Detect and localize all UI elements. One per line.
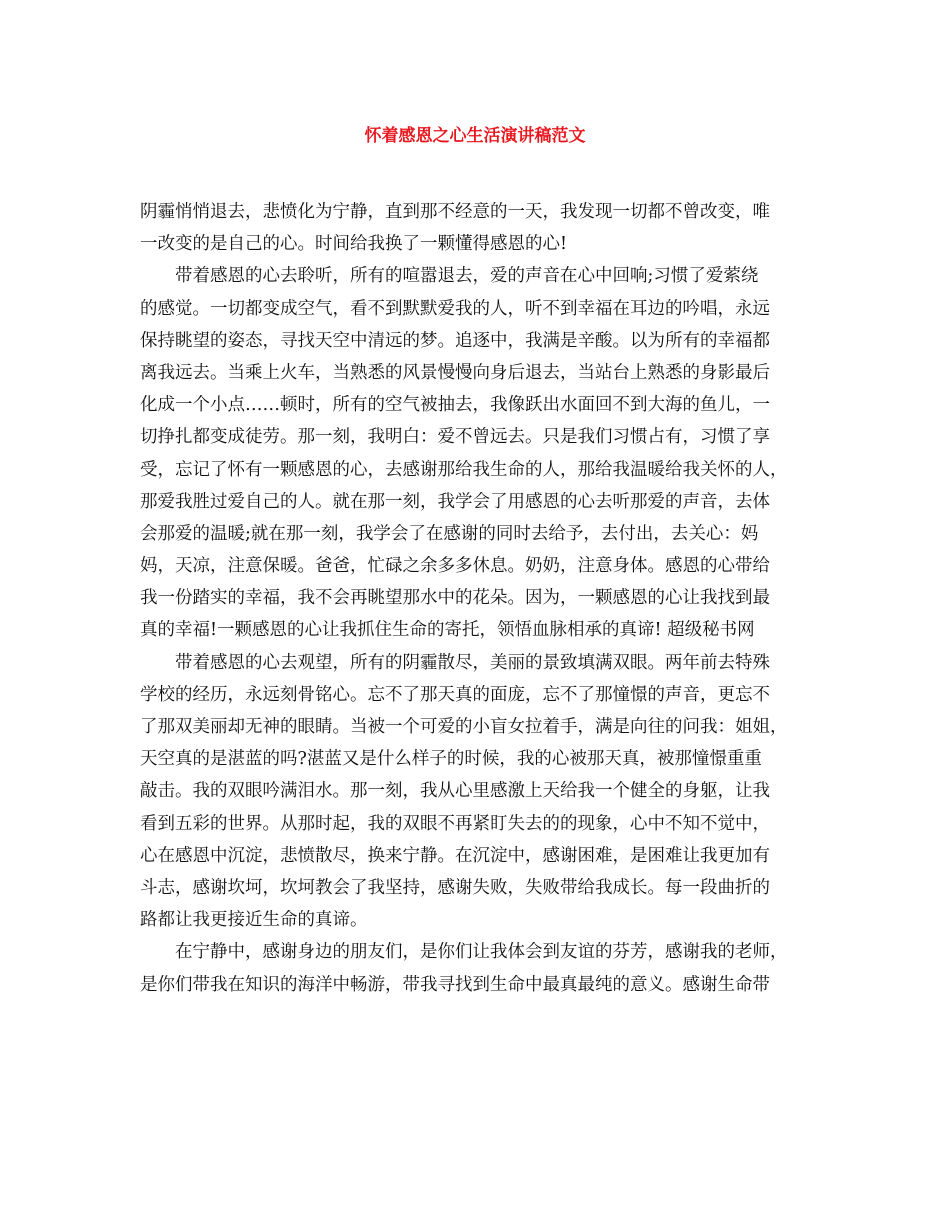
paragraph-line: 心在感恩中沉淀，悲愤散尽，换来宁静。在沉淀中，感谢困难，是困难让我更加有 [140, 845, 770, 866]
paragraph-line: 敲击。我的双眼吟满泪水。那一刻，我从心里感激上天给我一个健全的身躯，让我 [140, 781, 770, 802]
paragraph-line: 那爱我胜过爱自己的人。就在那一刻，我学会了用感恩的心去听那爱的声音，去体 [140, 491, 770, 512]
paragraph-line: 真的幸福!一颗感恩的心让我抓住生命的寄托，领悟血脉相承的真谛! 超级秘书网 [140, 620, 755, 641]
paragraph [140, 647, 820, 937]
paragraph-line: 我一份踏实的幸福，我不会再眺望那水中的花朵。因为，一颗感恩的心让我找到最 [140, 588, 770, 609]
paragraph-line: 斗志，感谢坎坷，坎坷教会了我坚持，感谢失败，失败带给我成长。每一段曲折的 [140, 877, 770, 898]
paragraph [140, 260, 820, 646]
paragraph-line: 学校的经历，永远刻骨铭心。忘不了那天真的面庞，忘不了那憧憬的声音，更忘不 [140, 684, 770, 705]
paragraph [140, 936, 820, 1000]
paragraph-line: 妈，天凉，注意保暖。爸爸，忙碌之余多多休息。奶奶，注意身体。感恩的心带给 [140, 556, 770, 577]
paragraph-line: 在宁静中，感谢身边的朋友们，是你们让我体会到友谊的芬芳，感谢我的老师， [175, 942, 788, 963]
paragraph-line: 受，忘记了怀有一颗感恩的心，去感谢那给我生命的人，那给我温暖给我关怀的人， [140, 459, 788, 480]
paragraph-line: 化成一个小点……顿时，所有的空气被抽去，我像跃出水面回不到大海的鱼儿，一 [140, 395, 770, 416]
paragraph-line: 了那双美丽却无神的眼睛。当被一个可爱的小盲女拉着手，满是向往的问我：姐姐， [140, 717, 788, 737]
paragraph-line: 离我远去。当乘上火车，当熟悉的风景慢慢向身后退去，当站台上熟悉的身影最后 [140, 362, 770, 383]
document-body [140, 196, 820, 1001]
paragraph-line: 天空真的是湛蓝的吗?湛蓝又是什么样子的时候，我的心被那天真，被那憧憬重重 [140, 749, 762, 770]
paragraph-line: 阴霾悄悄退去，悲愤化为宁静，直到那不经意的一天，我发现一切都不曾改变，唯 [140, 202, 770, 222]
paragraph [140, 196, 820, 260]
paragraph-line: 路都让我更接近生命的真谛。 [140, 910, 368, 931]
paragraph-line: 带着感恩的心去观望，所有的阴霾散尽，美丽的景致填满双眼。两年前去特殊 [175, 652, 770, 673]
paragraph-line: 一改变的是自己的心。时间给我换了一颗懂得感恩的心! [140, 234, 568, 255]
document-title: 怀着感恩之心生活演讲稿范文 [364, 126, 586, 146]
paragraph-line: 的感觉。一切都变成空气，看不到默默爱我的人，听不到幸福在耳边的吟唱，永远 [140, 298, 770, 319]
paragraph-line: 看到五彩的世界。从那时起，我的双眼不再紧盯失去的的现象，心中不知不觉中， [140, 813, 770, 834]
paragraph-line: 会那爱的温暖;就在那一刻，我学会了在感谢的同时去给予，去付出，去关心：妈 [140, 523, 759, 544]
paragraph-line: 保持眺望的姿态，寻找天空中清远的梦。追逐中，我满是辛酸。以为所有的幸福都 [140, 330, 770, 351]
paragraph-line: 切挣扎都变成徒劳。那一刻，我明白：爱不曾远去。只是我们习惯占有，习惯了享 [140, 427, 770, 448]
paragraph-line: 是你们带我在知识的海洋中畅游，带我寻找到生命中最真最纯的意义。感谢生命带 [140, 974, 770, 995]
paragraph-line: 带着感恩的心去聆听，所有的喧嚣退去，爱的声音在心中回响;习惯了爱萦绕 [175, 266, 759, 287]
